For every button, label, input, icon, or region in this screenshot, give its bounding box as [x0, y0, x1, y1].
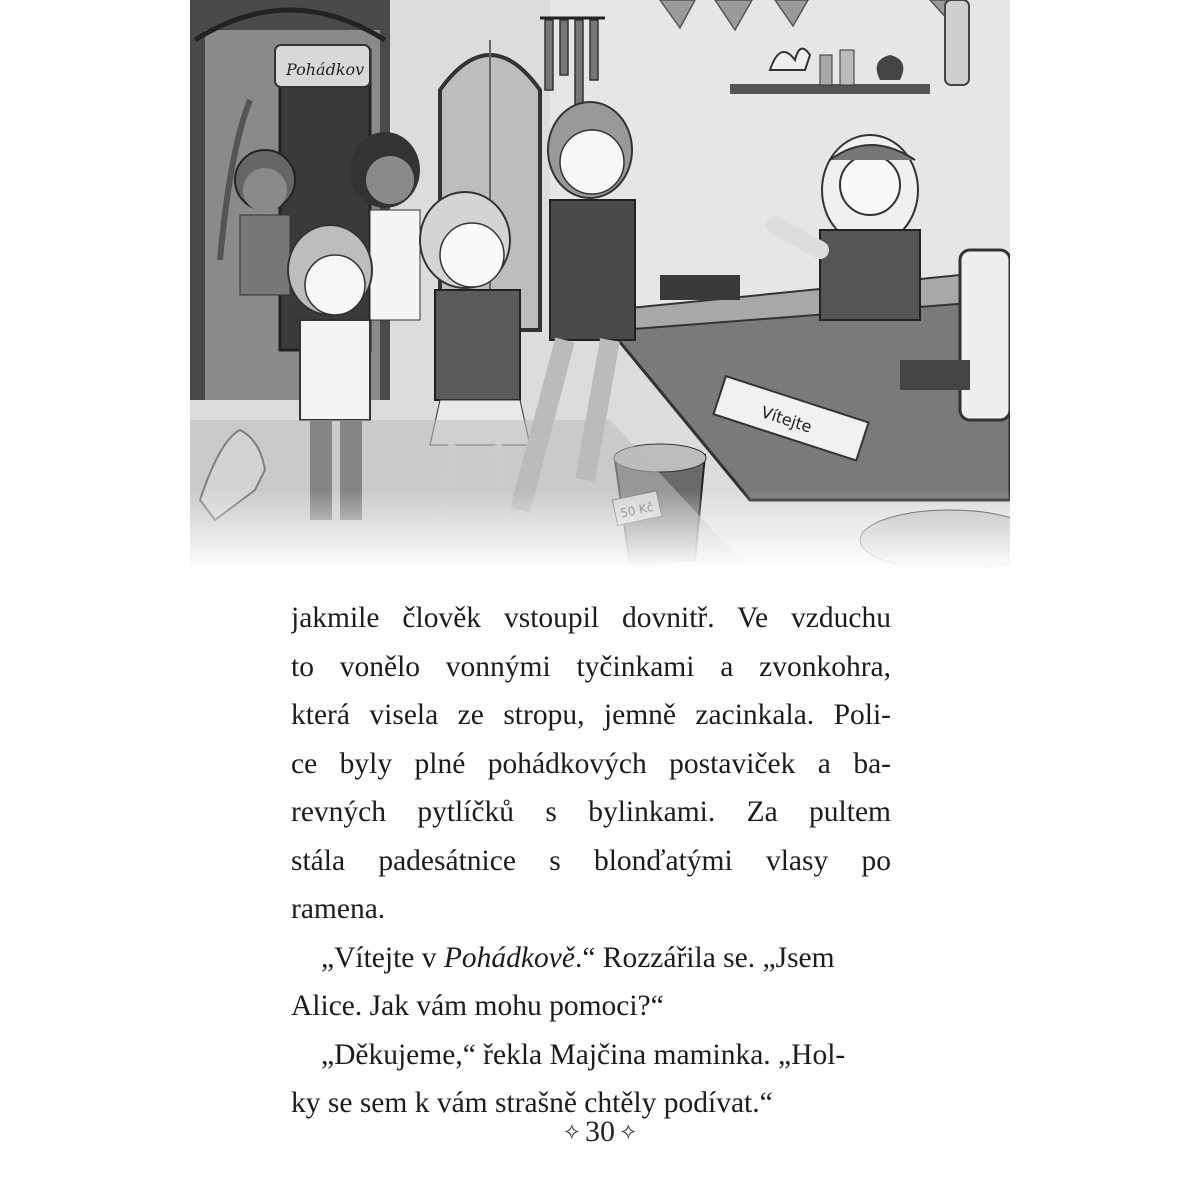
text-line: Alice. Jak vám mohu pomoci?“	[291, 990, 664, 1022]
folio-right-ornament: ⟡	[621, 1118, 636, 1143]
text-line: ky se sem k vám strašně chtěly podívat.“	[291, 1087, 773, 1119]
text-line: která visela ze stropu, jemně zacinkala. Poli-	[291, 699, 891, 731]
shop-name-italic: Pohádkově	[443, 941, 575, 974]
text-line: revných pytlíčků s bylinkami. Za pultem	[291, 796, 891, 828]
text-line: stála padesátnice s blonďatými vlasy po	[291, 844, 891, 877]
text-line: ramena.	[291, 893, 386, 925]
body-text	[291, 594, 891, 1128]
page-folio	[0, 1115, 1200, 1149]
folio-left-ornament: ⟡	[564, 1118, 579, 1143]
page-number: 30	[585, 1115, 615, 1148]
text-line: ce byly plné pohádkových postaviček a ba-	[291, 747, 891, 780]
text-line: „Děkujeme,“ řekla Majčina maminka. „Hol-	[321, 1038, 846, 1071]
text-line: jakmile člověk vstoupil dovnitř. Ve vzduchu	[291, 602, 891, 634]
shop-illustration	[190, 0, 1010, 570]
text-line-dialogue	[291, 934, 891, 983]
text-span: .“ Rozzářila se. „Jsem	[574, 941, 835, 974]
text-line: to vonělo vonnými tyčinkami a zvonkohra,	[291, 650, 891, 683]
text-span: „Vítejte v	[321, 941, 444, 974]
shop-scene	[190, 0, 1010, 570]
